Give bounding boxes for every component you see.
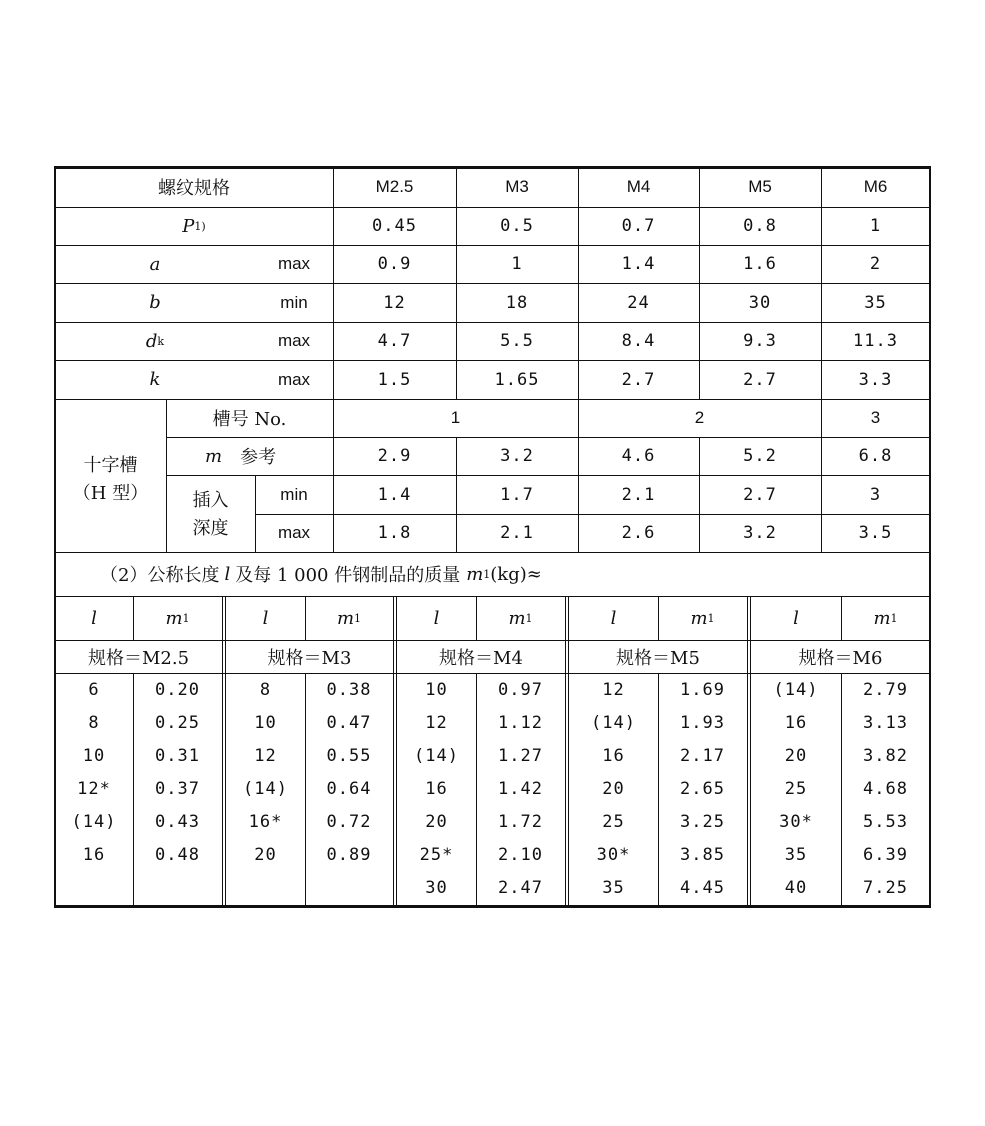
length-value: 16 <box>602 745 625 766</box>
length-value: 20 <box>602 778 625 799</box>
grid-line <box>55 322 930 323</box>
part2-title-mid: 及每 1 000 件钢制品的质量 <box>235 565 461 586</box>
col-m-symbol: m <box>690 607 708 629</box>
mass-value: 1.93 <box>680 712 725 733</box>
mass-value: 6.39 <box>863 844 908 865</box>
cell-min-4: 2.7 <box>743 484 777 505</box>
cell-max-3: 2.6 <box>621 523 656 543</box>
grid-line <box>456 167 457 399</box>
grid-line <box>565 596 566 906</box>
depth-max-label: max <box>277 523 311 542</box>
cell-min-3: 2.1 <box>621 484 656 505</box>
length-value: 10 <box>82 745 106 766</box>
length-value: 16 <box>784 712 808 733</box>
size-group-label: 规格＝M4 <box>439 647 523 669</box>
param-dk-symbol: d <box>145 330 158 352</box>
mass-value: 2.10 <box>498 844 543 865</box>
cell-max-4: 3.2 <box>743 523 777 543</box>
col-m-header <box>658 596 747 640</box>
length-value: 35 <box>602 877 625 898</box>
mass-value: 0.48 <box>155 844 200 865</box>
length-value: 6 <box>88 679 100 700</box>
mass-value: 4.68 <box>863 778 908 799</box>
param-dk-label <box>55 322 255 360</box>
col-m-sub: 1 <box>707 611 715 625</box>
col-l-header: l <box>793 607 799 629</box>
mass-value: 2.47 <box>498 877 543 898</box>
param-p-symbol: P <box>182 215 195 237</box>
cell-m-4: 5.2 <box>743 446 777 466</box>
cell-m-2: 3.2 <box>500 446 534 466</box>
grid-line <box>929 166 931 908</box>
length-value: 30 <box>425 877 448 898</box>
size-group-label: 规格＝M2.5 <box>87 647 190 669</box>
grid-line <box>255 475 256 552</box>
grid-line <box>55 283 930 284</box>
grid-line <box>55 360 930 361</box>
grid-line <box>255 514 930 515</box>
col-m-header <box>133 596 222 640</box>
cell-max-1: 1.8 <box>377 523 412 543</box>
cell-p-1: 0.45 <box>372 216 417 236</box>
cell-b-4: 30 <box>748 292 772 313</box>
m-symbol: m <box>205 445 223 467</box>
mass-value: 2.17 <box>680 745 725 766</box>
header-size-2: M3 <box>505 177 529 196</box>
cell-min-1: 1.4 <box>377 484 412 505</box>
param-a-symbol: a <box>149 253 161 275</box>
length-value: 40 <box>784 877 808 898</box>
mass-value: 1.12 <box>498 712 543 733</box>
length-value: 20 <box>425 811 448 832</box>
cell-p-2: 0.5 <box>500 216 534 236</box>
param-k-qual: max <box>277 369 311 389</box>
mass-value: 1.27 <box>498 745 543 766</box>
part2-title <box>100 552 920 596</box>
cell-k-3: 2.7 <box>621 369 656 390</box>
cell-k-2: 1.65 <box>494 369 540 390</box>
length-value: (14) <box>71 811 117 832</box>
col-m-header <box>305 596 393 640</box>
m-ref-text: 参考 <box>240 447 277 468</box>
mass-value: 5.53 <box>863 811 908 832</box>
header-size-3: M4 <box>626 177 651 196</box>
col-m-sub: 1 <box>525 611 533 625</box>
length-value: 30* <box>779 811 813 832</box>
col-m-header <box>476 596 565 640</box>
grid-line <box>55 207 930 208</box>
grid-line <box>305 673 306 906</box>
grid-line <box>133 673 134 906</box>
cell-max-5: 3.5 <box>858 523 893 543</box>
length-value: 16* <box>248 811 283 832</box>
grid-line <box>222 596 223 906</box>
col-m-symbol: m <box>336 607 355 629</box>
cell-m-5: 6.8 <box>858 446 893 466</box>
cell-p-5: 1 <box>869 216 882 236</box>
col-l-header: l <box>91 607 97 629</box>
col-l-header: l <box>610 607 617 629</box>
mass-value: 7.25 <box>863 877 908 898</box>
cell-dk-1: 4.7 <box>377 331 412 351</box>
slot-no-label: 槽号 No. <box>212 409 287 430</box>
col-m-header <box>841 596 930 640</box>
grid-line <box>55 552 930 553</box>
header-size-5: M6 <box>863 177 888 196</box>
length-value: 25 <box>784 778 808 799</box>
grid-line <box>54 166 56 908</box>
grid-line <box>456 437 457 552</box>
grid-line <box>55 640 930 641</box>
grid-line <box>166 475 930 476</box>
mass-value: 4.45 <box>680 877 725 898</box>
length-value: 12 <box>602 679 625 700</box>
mass-value: 1.72 <box>498 811 543 832</box>
length-value: 10 <box>425 679 448 700</box>
param-dk-sub: k <box>157 334 165 348</box>
length-value: 12 <box>254 745 277 766</box>
slot-no-2: 2 <box>694 408 705 427</box>
param-dk-qual: max <box>277 331 311 350</box>
recess-group-label-1: 十字槽 <box>83 455 138 476</box>
slot-no-1: 1 <box>450 408 461 427</box>
length-value: 8 <box>259 679 272 700</box>
m-ref-label <box>205 437 333 475</box>
mass-value: 0.97 <box>498 679 543 700</box>
length-value: 35 <box>784 844 808 865</box>
grid-line <box>166 437 930 438</box>
length-value: (14) <box>773 679 819 700</box>
grid-line <box>133 596 134 640</box>
mass-value: 0.20 <box>155 679 200 700</box>
mass-value: 0.72 <box>326 811 372 832</box>
header-size-1: M2.5 <box>375 177 414 196</box>
cell-m-3: 4.6 <box>621 446 656 466</box>
part2-title-suffix: (kg)≈ <box>490 563 542 585</box>
cell-b-3: 24 <box>627 292 650 313</box>
col-l-header: l <box>433 607 440 629</box>
cell-a-3: 1.4 <box>621 254 656 274</box>
mass-value: 3.82 <box>863 745 908 766</box>
header-thread-spec: 螺纹规格 <box>158 178 230 199</box>
col-m-sub: 1 <box>354 611 362 625</box>
size-group-label: 规格＝M3 <box>267 647 352 669</box>
cell-a-2: 1 <box>511 254 523 274</box>
grid-line <box>568 596 569 906</box>
size-group-label: 规格＝M6 <box>798 647 883 669</box>
length-value: 8 <box>88 712 100 733</box>
cell-b-2: 18 <box>505 292 529 313</box>
cell-dk-5: 11.3 <box>853 331 898 351</box>
mass-value: 1.42 <box>498 778 543 799</box>
grid-line <box>225 596 226 906</box>
recess-group-label-2: （H 型） <box>72 483 149 504</box>
length-value: 30* <box>596 844 631 865</box>
cell-a-5: 2 <box>869 254 882 274</box>
depth-label-1: 插入 <box>192 490 229 511</box>
cell-p-4: 0.8 <box>743 216 777 236</box>
grid-line <box>841 596 842 640</box>
cell-k-1: 1.5 <box>377 369 412 390</box>
grid-line <box>699 167 700 399</box>
mass-value: 0.38 <box>326 679 372 700</box>
grid-line <box>393 596 394 906</box>
grid-line <box>396 596 397 906</box>
mass-value: 3.85 <box>680 844 725 865</box>
cell-b-5: 35 <box>864 292 887 313</box>
length-value: 10 <box>254 712 277 733</box>
mass-value: 0.25 <box>155 712 200 733</box>
depth-min-label: min <box>280 484 308 504</box>
cell-min-2: 1.7 <box>500 484 534 505</box>
mass-value: 1.69 <box>680 679 725 700</box>
grid-line <box>54 166 931 169</box>
length-value: 20 <box>254 844 277 865</box>
slot-no-3: 3 <box>870 408 881 427</box>
length-value: 20 <box>784 745 808 766</box>
mass-value: 0.31 <box>155 745 200 766</box>
grid-line <box>476 673 477 906</box>
depth-label-2: 深度 <box>192 518 229 539</box>
col-m-sub: 1 <box>182 611 190 625</box>
mass-value: 2.79 <box>863 679 908 700</box>
mass-value: 3.25 <box>680 811 725 832</box>
grid-line <box>747 596 748 906</box>
cell-min-5: 3 <box>869 484 882 505</box>
size-group-label: 规格＝M5 <box>616 647 700 669</box>
mass-value: 0.43 <box>155 811 200 832</box>
length-value: (14) <box>243 778 288 799</box>
grid-line <box>658 596 659 640</box>
header-size-4: M5 <box>748 177 772 196</box>
grid-line <box>333 167 334 552</box>
grid-line <box>55 399 930 400</box>
grid-line <box>55 596 930 597</box>
param-a-qual: max <box>277 254 311 273</box>
grid-line <box>476 596 477 640</box>
mass-value: 3.13 <box>863 712 908 733</box>
length-value: 16 <box>425 778 448 799</box>
grid-line <box>821 167 822 552</box>
grid-line <box>55 245 930 246</box>
length-value: 25* <box>419 844 454 865</box>
cell-p-3: 0.7 <box>621 216 656 236</box>
length-value: 25 <box>602 811 625 832</box>
col-m-symbol: m <box>873 607 891 629</box>
param-p-note: 1) <box>194 219 206 233</box>
mass-value: 0.89 <box>326 844 372 865</box>
cell-max-2: 2.1 <box>500 523 534 543</box>
part2-title-sub: 1 <box>483 567 491 581</box>
length-value: 12* <box>77 778 111 799</box>
cell-m-1: 2.9 <box>377 446 412 466</box>
grid-line <box>55 673 930 674</box>
grid-line <box>841 673 842 906</box>
param-k-symbol: k <box>149 369 161 390</box>
grid-line <box>54 905 931 908</box>
col-l-header: l <box>262 607 269 629</box>
param-b-qual: min <box>280 292 308 312</box>
grid-line <box>578 167 579 552</box>
cell-k-5: 3.3 <box>858 369 893 390</box>
col-m-symbol: m <box>508 607 526 629</box>
mass-value: 0.47 <box>326 712 372 733</box>
mass-value: 2.65 <box>680 778 725 799</box>
grid-line <box>750 596 751 906</box>
cell-dk-2: 5.5 <box>500 331 534 351</box>
mass-value: 0.64 <box>326 778 372 799</box>
grid-line <box>699 437 700 552</box>
length-value: 16 <box>82 844 106 865</box>
cell-k-4: 2.7 <box>743 369 777 390</box>
cell-b-1: 12 <box>383 292 406 313</box>
part2-title-prefix: （2）公称长度 <box>100 565 220 586</box>
part2-title-l: l <box>224 563 231 585</box>
grid-line <box>305 596 306 640</box>
length-value: (14) <box>414 745 459 766</box>
part2-title-m: m <box>466 563 484 585</box>
grid-line <box>166 399 167 552</box>
cell-dk-3: 8.4 <box>621 331 656 351</box>
param-b-symbol: b <box>149 292 161 313</box>
length-value: 12 <box>425 712 448 733</box>
cell-dk-4: 9.3 <box>743 331 777 351</box>
param-p-label <box>55 207 333 245</box>
col-m-sub: 1 <box>890 611 898 625</box>
grid-line <box>658 673 659 906</box>
cell-a-4: 1.6 <box>743 254 777 274</box>
length-value: (14) <box>591 712 636 733</box>
col-m-symbol: m <box>165 607 183 629</box>
mass-value: 0.55 <box>326 745 372 766</box>
mass-value: 0.37 <box>155 778 200 799</box>
cell-a-1: 0.9 <box>377 254 412 274</box>
